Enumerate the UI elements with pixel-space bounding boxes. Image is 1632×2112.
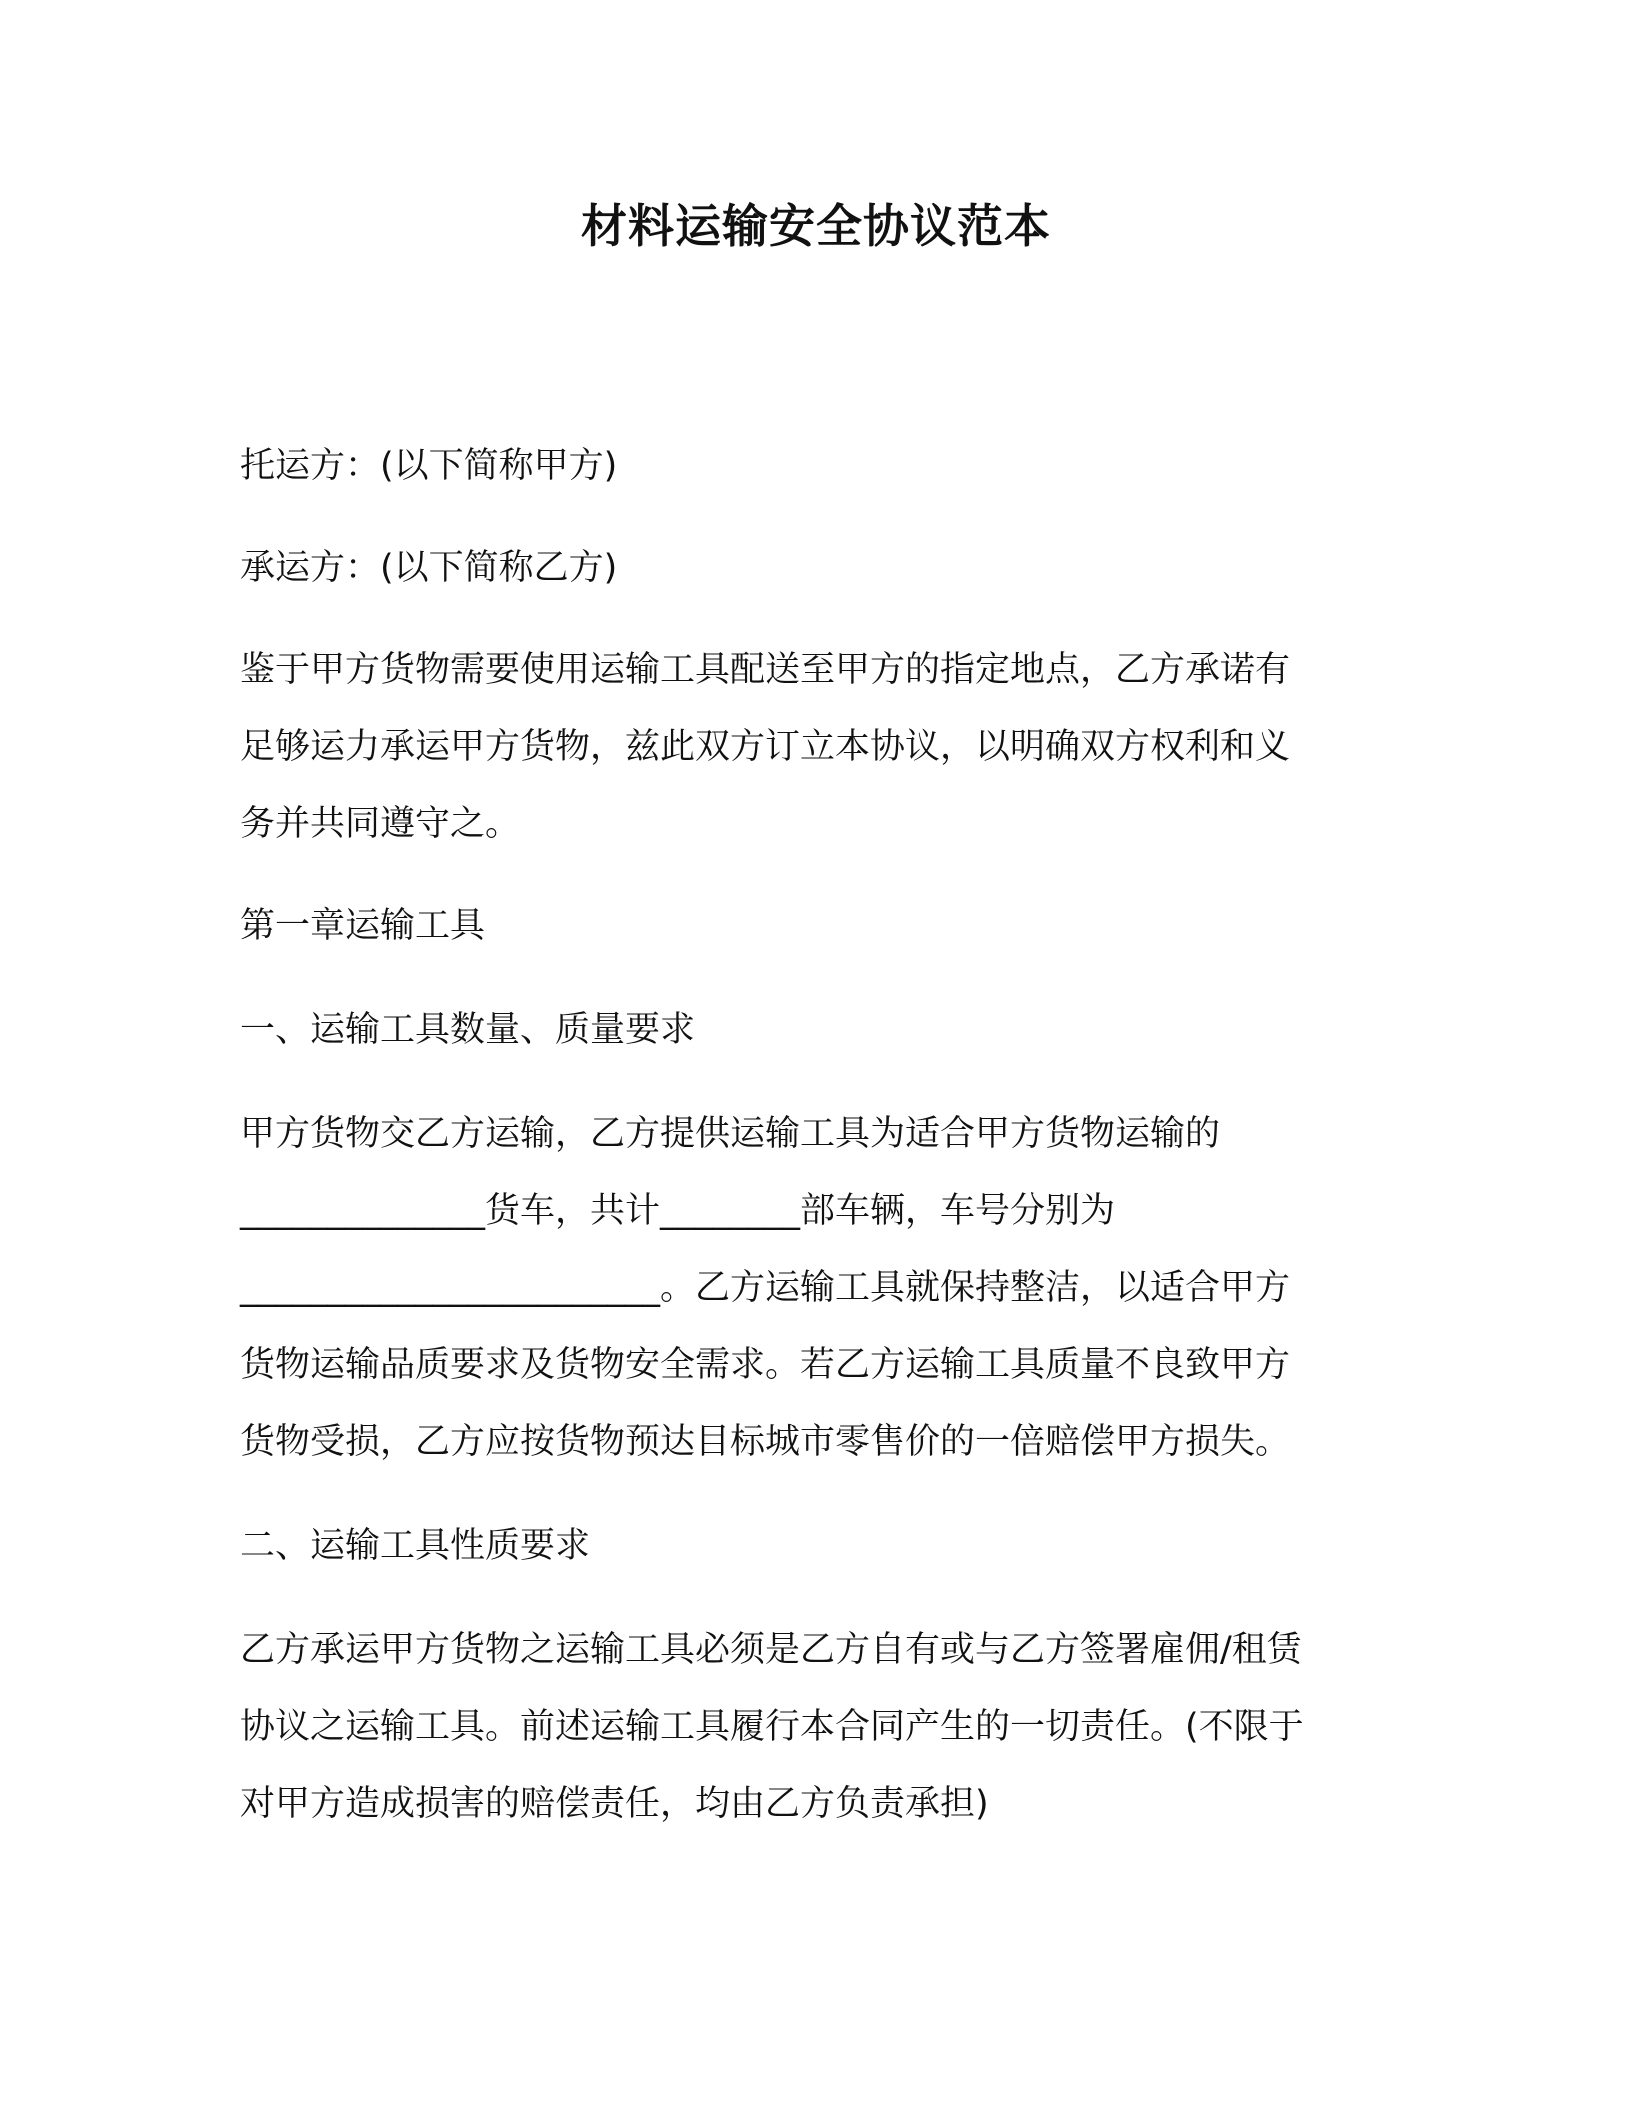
section-paragraph	[240, 1612, 1390, 1843]
paragraph-line: ______________货车，共计________部车辆，车号分别为	[240, 1191, 1116, 1231]
paragraph-line: 甲方货物交乙方运输，乙方提供运输工具为适合甲方货物运输的	[240, 1114, 1221, 1154]
preamble-line: 鉴于甲方货物需要使用运输工具配送至甲方的指定地点，乙方承诺有	[240, 650, 1291, 690]
section-heading: 二、运输工具性质要求	[240, 1526, 591, 1566]
preamble-line: 务并共同遵守之。	[240, 804, 521, 844]
preamble-paragraph	[240, 632, 1390, 863]
section-paragraph	[240, 1096, 1390, 1481]
preamble-line: 足够运力承运甲方货物，兹此双方订立本协议，以明确双方权利和义	[240, 727, 1291, 767]
paragraph-line: 乙方承运甲方货物之运输工具必须是乙方自有或与乙方签署雇佣/租赁	[240, 1630, 1302, 1670]
consignor-line: 托运方：(以下简称甲方)	[240, 446, 618, 486]
section-heading: 一、运输工具数量、质量要求	[240, 1010, 696, 1050]
carrier-line: 承运方：(以下简称乙方)	[240, 548, 618, 588]
document-title: 材料运输安全协议范本	[581, 199, 1051, 253]
paragraph-line: 货物受损，乙方应按货物预达目标城市零售价的一倍赔偿甲方损失。	[240, 1422, 1291, 1462]
paragraph-line: 货物运输品质要求及货物安全需求。若乙方运输工具质量不良致甲方	[240, 1345, 1291, 1385]
paragraph-line: 协议之运输工具。前述运输工具履行本合同产生的一切责任。(不限于	[240, 1707, 1304, 1747]
paragraph-line: 对甲方造成损害的赔偿责任，均由乙方负责承担)	[240, 1784, 989, 1824]
chapter-heading: 第一章运输工具	[240, 906, 486, 946]
paragraph-line: ________________________。乙方运输工具就保持整洁，以适合甲方	[240, 1268, 1291, 1308]
